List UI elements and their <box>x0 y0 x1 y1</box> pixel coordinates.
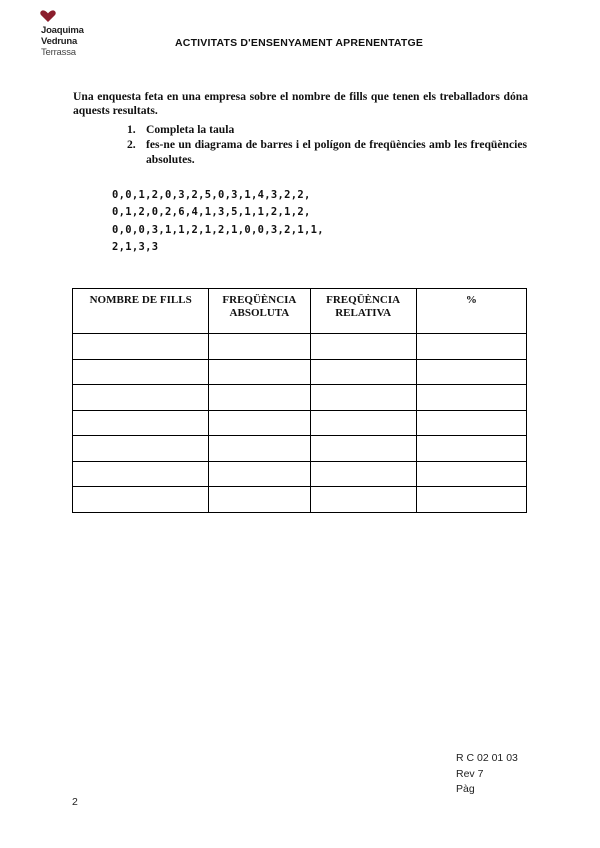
table-cell <box>310 385 416 411</box>
table-cell <box>73 487 209 513</box>
table-cell <box>310 359 416 385</box>
page-number: 2 <box>72 796 78 808</box>
table-cell <box>310 436 416 462</box>
table-cell <box>310 334 416 360</box>
table-cell <box>209 385 310 411</box>
table-row <box>73 461 527 487</box>
data-line: 0,1,2,0,2,6,4,1,3,5,1,1,2,1,2, <box>112 206 311 219</box>
table-cell <box>416 487 526 513</box>
table-cell <box>310 487 416 513</box>
table-row <box>73 487 527 513</box>
table-cell <box>416 436 526 462</box>
table-cell <box>209 359 310 385</box>
table-cell <box>209 410 310 436</box>
task-number: 1. <box>127 123 136 136</box>
document-code: R C 02 01 03 <box>456 752 518 764</box>
logo-text-line-1: Joaquima <box>41 25 84 36</box>
table-row <box>73 359 527 385</box>
school-logo <box>38 10 108 56</box>
header-relative-frequency: FREQÜÈNCIA RELATIVA <box>310 289 416 334</box>
exercise-statement: Una enquesta feta en una empresa sobre el nombre de fills que tenen els treballadors dóna aquests resultats. <box>73 90 528 117</box>
table-row <box>73 410 527 436</box>
logo-text-line-2: Vedruna <box>41 36 78 47</box>
task-item <box>127 122 527 137</box>
table-cell <box>73 385 209 411</box>
task-text: fes-ne un diagrama de barres i el polígon de freqüències amb les freqüències absolutes. <box>146 138 527 166</box>
data-line: 0,0,0,3,1,1,2,1,2,1,0,0,3,2,1,1, <box>112 223 324 236</box>
table-row <box>73 334 527 360</box>
data-line: 0,0,1,2,0,3,2,5,0,3,1,4,3,2,2, <box>112 189 311 201</box>
task-item <box>127 137 527 167</box>
table-cell <box>73 410 209 436</box>
revision-label: Rev 7 <box>456 767 484 780</box>
document-code-block <box>456 751 518 798</box>
header-percent: % <box>416 289 526 334</box>
table-cell <box>73 359 209 385</box>
table-cell <box>73 334 209 360</box>
data-line: 2,1,3,3 <box>112 241 159 254</box>
heart-logo-icon <box>40 10 56 22</box>
table-cell <box>416 359 526 385</box>
table-body <box>73 334 527 513</box>
table-cell <box>209 334 310 360</box>
table-cell <box>416 461 526 487</box>
header-absolute-frequency: FREQÜÈNCIA ABSOLUTA <box>209 289 310 334</box>
table-row <box>73 436 527 462</box>
table-row <box>73 385 527 411</box>
table-cell <box>73 436 209 462</box>
table-cell <box>209 436 310 462</box>
survey-data <box>112 187 324 257</box>
task-text: Completa la taula <box>146 123 235 136</box>
table-cell <box>416 410 526 436</box>
table-cell <box>209 461 310 487</box>
logo-text-line-3: Terrassa <box>41 47 76 58</box>
table-header-row <box>73 289 527 334</box>
table-cell <box>310 410 416 436</box>
document-header-title: ACTIVITATS D'ENSENYAMENT APRENENTATGE <box>175 37 424 49</box>
page-label: Pàg <box>456 783 475 795</box>
table-cell <box>73 461 209 487</box>
table-cell <box>310 461 416 487</box>
task-number: 2. <box>127 138 136 151</box>
table-cell <box>416 385 526 411</box>
header-number-of-children: NOMBRE DE FILLS <box>73 289 209 334</box>
frequency-table <box>72 288 527 513</box>
task-list <box>127 122 527 167</box>
table-cell <box>416 334 526 360</box>
table-cell <box>209 487 310 513</box>
